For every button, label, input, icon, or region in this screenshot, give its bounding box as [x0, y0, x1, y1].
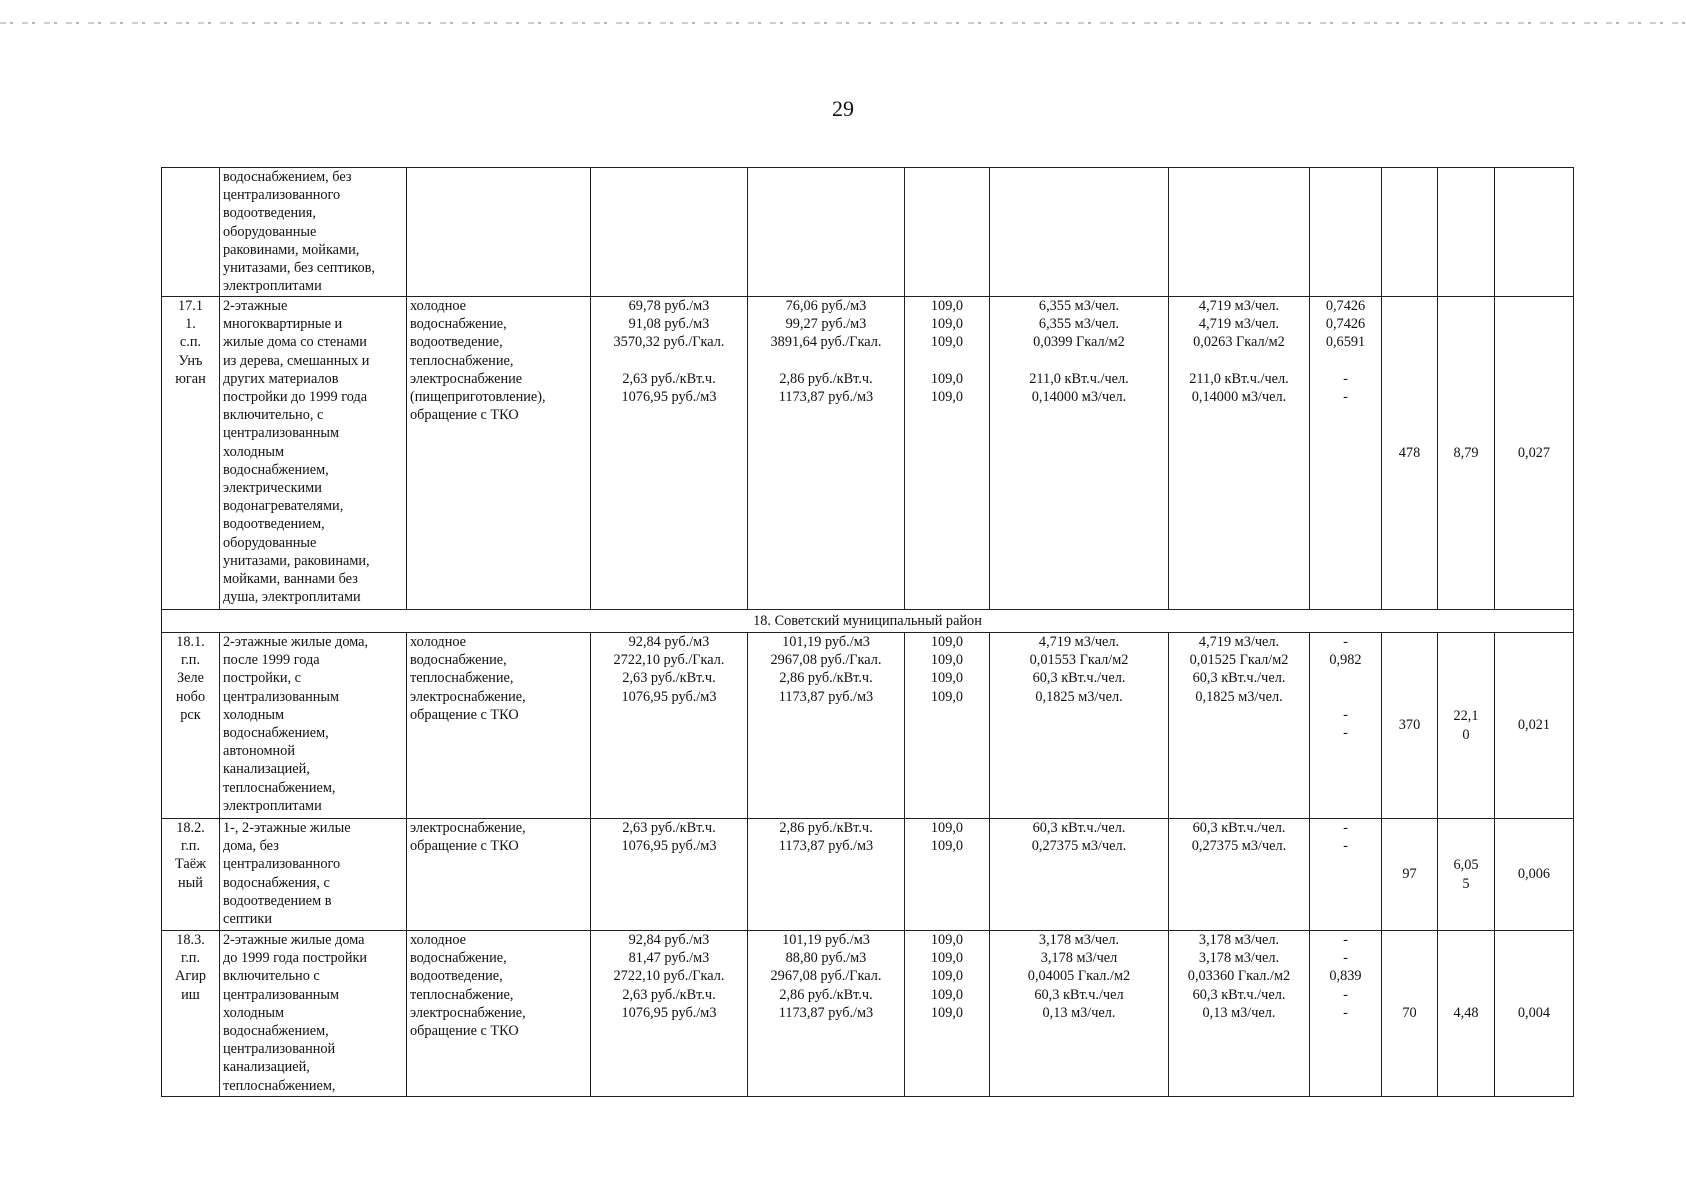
count: [1382, 168, 1438, 297]
tariff-new: [748, 168, 905, 297]
utility-services: холодное водоснабжение, теплоснабжение, электроснабжение, обращение с ТКО: [407, 633, 591, 819]
tariff-new: 2,86 руб./кВт.ч. 1173,87 руб./м3: [748, 819, 905, 931]
norm-current: [990, 168, 1169, 297]
tariff-current: 2,63 руб./кВт.ч. 1076,95 руб./м3: [591, 819, 748, 931]
table-row: [162, 168, 1574, 297]
value-1: 6,05 5: [1438, 819, 1495, 931]
value-1: [1438, 168, 1495, 297]
coefficient: - - 0,839 - -: [1310, 931, 1382, 1097]
row-number: 18.3. г.п. Агир иш: [162, 931, 220, 1097]
table-row: [162, 633, 1574, 819]
norm-new: 4,719 м3/чел. 4,719 м3/чел. 0,0263 Гкал/м2 211,0 кВт.ч./чел. 0,14000 м3/чел.: [1169, 297, 1310, 610]
value-2: 0,027: [1495, 297, 1574, 610]
value-2: 0,004: [1495, 931, 1574, 1097]
tariff-index: 109,0 109,0: [905, 819, 990, 931]
value-1: 22,1 0: [1438, 633, 1495, 819]
building-description: 2-этажные жилые дома, после 1999 года постройки, с централизованным холодным водоснабжением, автономной канализацией, теплоснабжением, электроплитами: [220, 633, 407, 819]
norm-new: [1169, 168, 1310, 297]
tariff-new: 101,19 руб./м3 88,80 руб./м3 2967,08 руб./Гкал. 2,86 руб./кВт.ч. 1173,87 руб./м3: [748, 931, 905, 1097]
coefficient: [1310, 168, 1382, 297]
tariff-table: [161, 167, 1574, 1097]
value-2: 0,006: [1495, 819, 1574, 931]
utility-services: холодное водоснабжение, водоотведение, теплоснабжение, электроснабжение, обращение с ТКО: [407, 931, 591, 1097]
utility-services: электроснабжение, обращение с ТКО: [407, 819, 591, 931]
tariff-index: 109,0 109,0 109,0 109,0 109,0: [905, 931, 990, 1097]
norm-current: 4,719 м3/чел. 0,01553 Гкал/м2 60,3 кВт.ч./чел. 0,1825 м3/чел.: [990, 633, 1169, 819]
utility-services: [407, 168, 591, 297]
count: 70: [1382, 931, 1438, 1097]
row-number: [162, 168, 220, 297]
building-description: 2-этажные жилые дома до 1999 года постройки включительно с централизованным холодным водоснабжением, централизованной канализацией, теплоснабжением,: [220, 931, 407, 1097]
tariff-new: 101,19 руб./м3 2967,08 руб./Гкал. 2,86 руб./кВт.ч. 1173,87 руб./м3: [748, 633, 905, 819]
region-header-row: [162, 610, 1574, 633]
table-row: [162, 297, 1574, 610]
tariff-index: 109,0 109,0 109,0 109,0 109,0: [905, 297, 990, 610]
value-1: 8,79: [1438, 297, 1495, 610]
count: 97: [1382, 819, 1438, 931]
row-number: 18.1. г.п. Зеле нобо рск: [162, 633, 220, 819]
count: 478: [1382, 297, 1438, 610]
table-row: [162, 931, 1574, 1097]
table-row: [162, 819, 1574, 931]
tariff-new: 76,06 руб./м3 99,27 руб./м3 3891,64 руб./Гкал. 2,86 руб./кВт.ч. 1173,87 руб./м3: [748, 297, 905, 610]
tariff-current: 69,78 руб./м3 91,08 руб./м3 3570,32 руб./Гкал. 2,63 руб./кВт.ч. 1076,95 руб./м3: [591, 297, 748, 610]
value-2: 0,021: [1495, 633, 1574, 819]
building-description: 1-, 2-этажные жилые дома, без централизованного водоснабжения, с водоотведением в септики: [220, 819, 407, 931]
norm-new: 3,178 м3/чел. 3,178 м3/чел. 0,03360 Гкал./м2 60,3 кВт.ч./чел. 0,13 м3/чел.: [1169, 931, 1310, 1097]
scan-edge-artifact: [0, 22, 1686, 24]
coefficient: - -: [1310, 819, 1382, 931]
count: 370: [1382, 633, 1438, 819]
value-1: 4,48: [1438, 931, 1495, 1097]
norm-new: 4,719 м3/чел. 0,01525 Гкал/м2 60,3 кВт.ч./чел. 0,1825 м3/чел.: [1169, 633, 1310, 819]
norm-current: 3,178 м3/чел. 3,178 м3/чел 0,04005 Гкал./м2 60,3 кВт.ч./чел 0,13 м3/чел.: [990, 931, 1169, 1097]
tariff-current: 92,84 руб./м3 2722,10 руб./Гкал. 2,63 руб./кВт.ч. 1076,95 руб./м3: [591, 633, 748, 819]
tariff-index: 109,0 109,0 109,0 109,0: [905, 633, 990, 819]
tariff-index: [905, 168, 990, 297]
building-description: водоснабжением, без централизованного водоотведения, оборудованные раковинами, мойками, унитазами, без септиков, электроплитами: [220, 168, 407, 297]
norm-new: 60,3 кВт.ч./чел. 0,27375 м3/чел.: [1169, 819, 1310, 931]
region-title: 18. Советский муниципальный район: [162, 610, 1574, 633]
row-number: 18.2. г.п. Таёж ный: [162, 819, 220, 931]
tariff-current: [591, 168, 748, 297]
coefficient: - 0,982 - -: [1310, 633, 1382, 819]
coefficient: 0,7426 0,7426 0,6591 - -: [1310, 297, 1382, 610]
building-description: 2-этажные многоквартирные и жилые дома со стенами из дерева, смешанных и других материалов постройки до 1999 года включительно, с централизованным холодным водоснабжением, электрическими водонагревателями, водоотведением, оборудованные унитазами, раковинами, мойками, ваннами без душа, электроплитами: [220, 297, 407, 610]
norm-current: 60,3 кВт.ч./чел. 0,27375 м3/чел.: [990, 819, 1169, 931]
row-number: 17.1 1. с.п. Унъ юган: [162, 297, 220, 610]
utility-services: холодное водоснабжение, водоотведение, теплоснабжение, электроснабжение (пищеприготовление), обращение с ТКО: [407, 297, 591, 610]
page-number: 29: [832, 96, 854, 121]
norm-current: 6,355 м3/чел. 6,355 м3/чел. 0,0399 Гкал/м2 211,0 кВт.ч./чел. 0,14000 м3/чел.: [990, 297, 1169, 610]
value-2: [1495, 168, 1574, 297]
tariff-current: 92,84 руб./м3 81,47 руб./м3 2722,10 руб./Гкал. 2,63 руб./кВт.ч. 1076,95 руб./м3: [591, 931, 748, 1097]
